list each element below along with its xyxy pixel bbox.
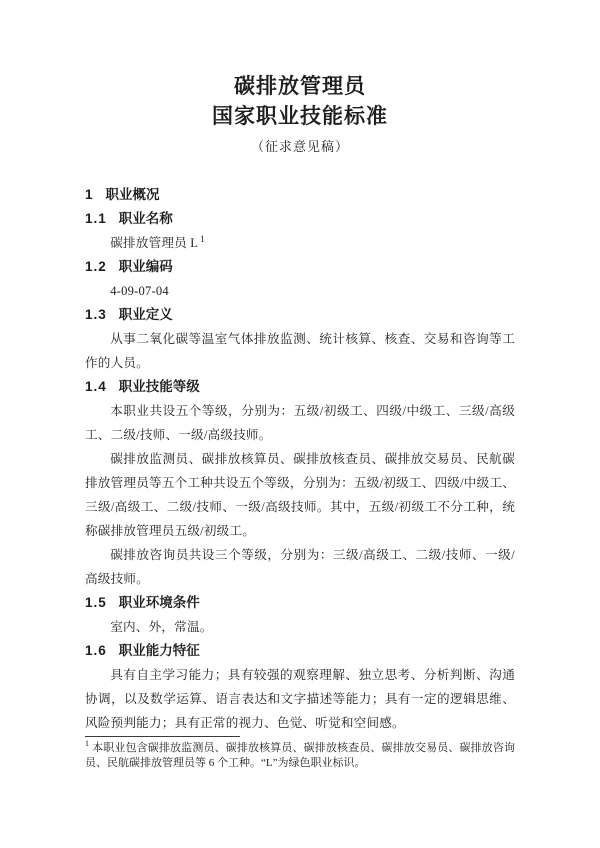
- heading-number: 1.6: [85, 643, 107, 658]
- paragraph-skill-levels-overview: 本职业共设五个等级，分别为：五级/初级工、四级/中级工、三级/高级工、二级/技师、一级/高级技师。: [85, 404, 515, 442]
- heading-occupation-code: [85, 255, 515, 279]
- heading-skill-levels: [85, 375, 515, 399]
- title-block: [85, 72, 515, 162]
- heading-number: 1.5: [85, 595, 107, 610]
- paragraph-skill-levels-trades: 碳排放监测员、碳排放核算员、碳排放核查员、碳排放交易员、民航碳排放管理员等五个工种共设五个等级，分别为：五级/初级工、四级/中级工、三级/高级工、二级/技师、一级/高级技师。其中，五级/初级工不分工种，统称碳排放管理员五级/初级工。: [85, 452, 515, 538]
- paragraph-text: 碳排放管理员 L: [110, 236, 199, 250]
- footnote-text: [85, 741, 515, 771]
- heading-text: 职业编码: [118, 259, 173, 274]
- heading-text: 职业能力特征: [118, 643, 200, 658]
- document-subtitle: （征求意见稿）: [250, 139, 349, 154]
- heading-occupation-overview: [85, 183, 515, 207]
- heading-occupation-name: [85, 207, 515, 231]
- paragraph-occupation-code: 4-09-07-04: [110, 284, 169, 298]
- heading-number: 1.1: [85, 211, 107, 226]
- footnote-separator-rule: [85, 736, 240, 737]
- heading-text: 职业定义: [118, 307, 173, 322]
- heading-number: 1.2: [85, 259, 107, 274]
- document-body: [85, 183, 515, 735]
- footnote-block: [85, 736, 515, 771]
- heading-text: 职业环境条件: [118, 595, 200, 610]
- heading-occupation-definition: [85, 303, 515, 327]
- paragraph-occupation-name: [85, 231, 515, 255]
- footnote-body: 本职业包含碳排放监测员、碳排放核算员、碳排放核查员、碳排放交易员、碳排放咨询员、民航碳排放管理员等 6 个工种。“L”为绿色职业标识。: [85, 742, 515, 769]
- paragraph-skill-levels-consultant: 碳排放咨询员共设三个等级，分别为：三级/高级工、二级/技师、一级/高级技师。: [85, 548, 515, 586]
- heading-number: 1: [85, 187, 94, 202]
- footnote-reference-superscript: 1: [200, 233, 205, 244]
- paragraph-occupation-definition: 从事二氧化碳等温室气体排放监测、统计核算、核查、交易和咨询等工作的人员。: [85, 332, 515, 370]
- paragraph-work-environment: 室内、外，常温。: [110, 620, 213, 634]
- heading-ability-characteristics: [85, 639, 515, 663]
- heading-number: 1.4: [85, 379, 107, 394]
- heading-number: 1.3: [85, 307, 107, 322]
- heading-text: 职业技能等级: [118, 379, 200, 394]
- document-title-line2: 国家职业技能标准: [212, 105, 388, 128]
- heading-text: 职业名称: [118, 211, 173, 226]
- heading-text: 职业概况: [105, 187, 160, 202]
- heading-work-environment: [85, 591, 515, 615]
- paragraph-ability-characteristics: 具有自主学习能力；具有较强的观察理解、独立思考、分析判断、沟通协调，以及数学运算、语言表达和文字描述等能力；具有一定的逻辑思维、风险预判能力；具有正常的视力、色觉、听觉和空间感。: [85, 668, 515, 730]
- document-title-line1: 碳排放管理员: [234, 75, 366, 98]
- footnote-marker: 1: [85, 739, 89, 749]
